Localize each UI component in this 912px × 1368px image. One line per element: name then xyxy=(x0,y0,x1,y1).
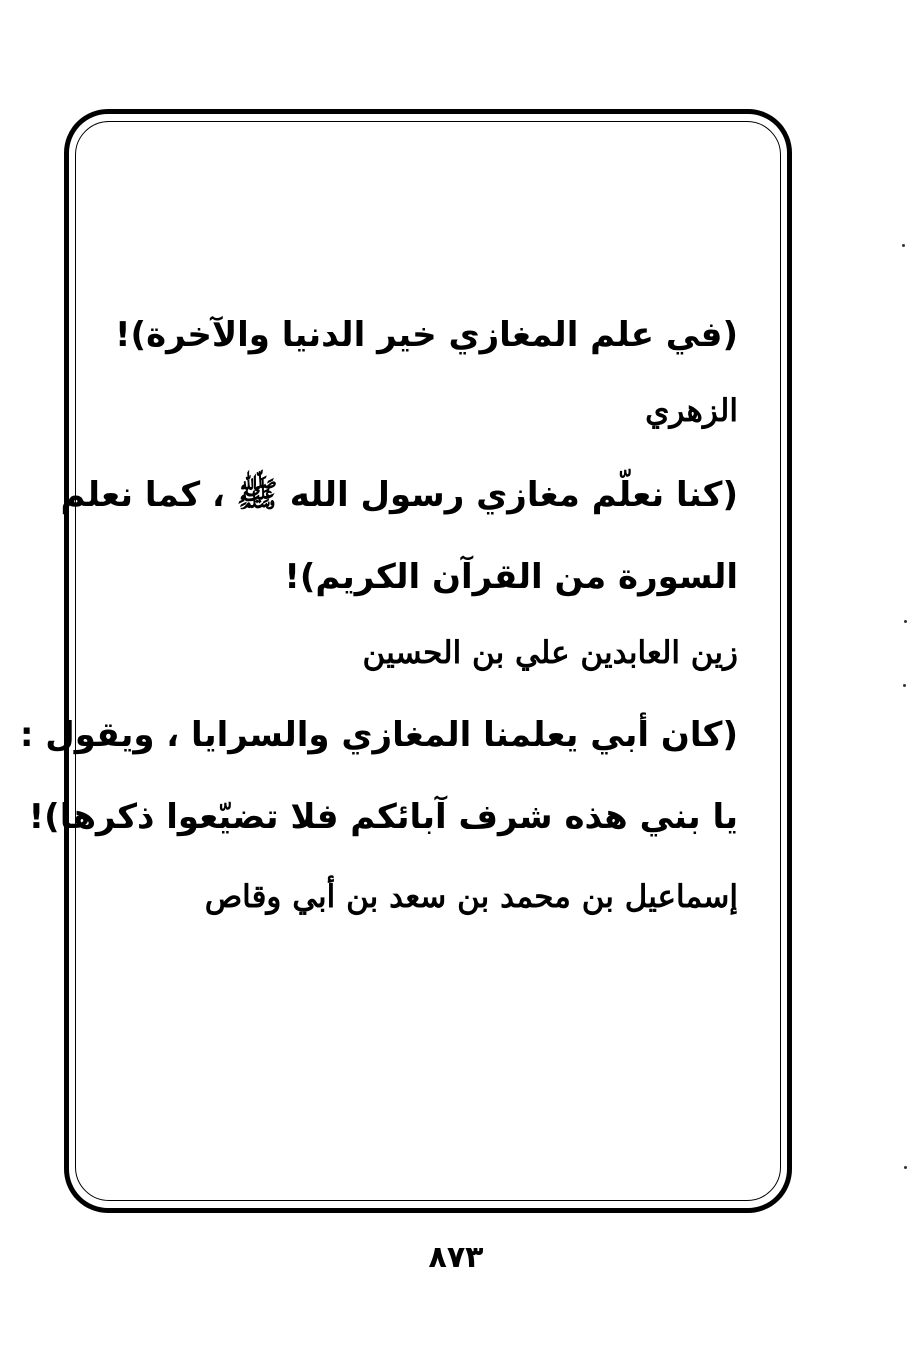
quote-3-attribution: إسماعيل بن محمد بن سعد بن أبي وقاص xyxy=(204,879,738,915)
quote-2-line-1: (كنا نعلّم مغازي رسول الله ﷺ ، كما نعلم xyxy=(60,475,738,515)
scan-speck xyxy=(904,1166,907,1169)
scan-speck xyxy=(902,244,905,247)
quote-2-line-2: السورة من القرآن الكريم)! xyxy=(284,557,738,597)
quote-3-line-1: (كان أبي يعلمنا المغازي والسرايا ، ويقول : xyxy=(19,715,738,755)
quote-1-attribution: الزهري xyxy=(645,393,738,429)
quote-3-line-2: يا بني هذه شرف آبائكم فلا تضيّعوا ذكرها)! xyxy=(28,797,738,837)
quote-1-text: (في علم المغازي خير الدنيا والآخرة)! xyxy=(115,315,738,355)
scan-speck xyxy=(904,620,907,623)
quote-2-attribution: زين العابدين علي بن الحسين xyxy=(362,635,738,671)
scan-speck xyxy=(903,684,906,687)
page-number: ٨٧٣ xyxy=(428,1240,484,1275)
